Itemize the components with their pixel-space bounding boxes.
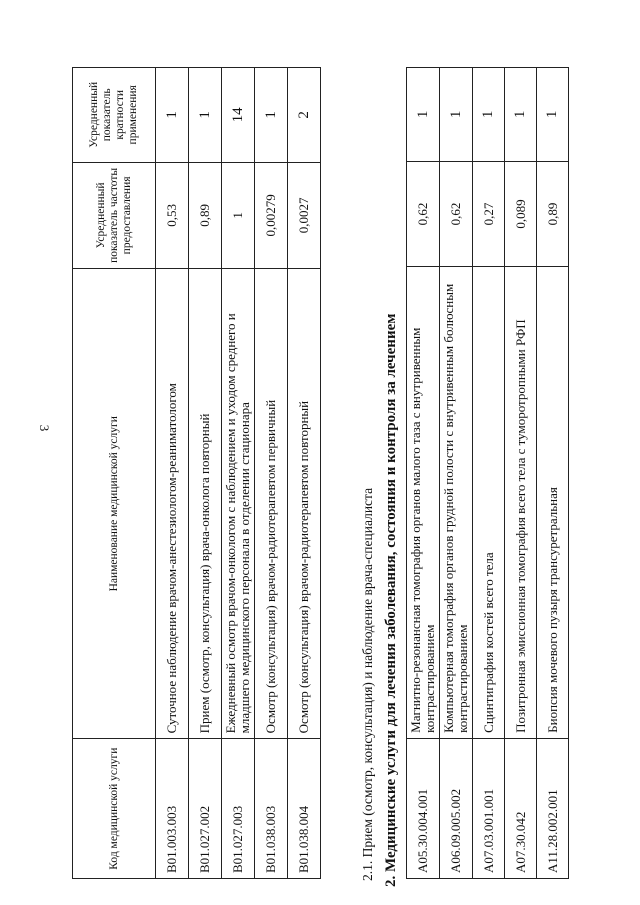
page-number: 3: [37, 424, 52, 432]
service-code: A06.09.005.002: [440, 738, 473, 878]
header-multiplicity: Усредненный показатель кратности применения: [73, 68, 156, 163]
multiplicity-value: 14: [222, 68, 255, 163]
table-row: [440, 68, 473, 879]
frequency-value: 0,53: [156, 162, 189, 269]
frequency-value: 0,0027: [288, 162, 321, 269]
service-code: B01.003.003: [156, 739, 189, 879]
table-row: [288, 68, 321, 879]
service-name: Позитронная эмиссионная томография всего тела с туморотропными РФП: [505, 267, 537, 738]
table-row: [255, 68, 288, 879]
service-code: B01.027.003: [222, 739, 255, 879]
service-code: A07.30.042: [505, 738, 537, 878]
frequency-value: 0,62: [407, 161, 440, 267]
table-row: [156, 68, 189, 879]
multiplicity-value: 1: [440, 68, 473, 162]
multiplicity-value: 1: [505, 68, 537, 162]
service-name: Суточное наблюдение врачом-анестезиологом-реаниматологом: [156, 269, 189, 739]
multiplicity-value: 1: [156, 68, 189, 163]
service-code: B01.027.002: [189, 739, 222, 879]
service-name: Магнитно-резонансная томография органов малого таза с внутривенным контрастированием: [407, 267, 440, 738]
frequency-value: 0,89: [537, 161, 569, 267]
table-row: [505, 68, 537, 879]
services-table-specialist-consultations: [72, 67, 321, 879]
service-name: Прием (осмотр, консультация) врача-онколога повторный: [189, 269, 222, 739]
header-name: Наименование медицинской услуги: [73, 269, 156, 739]
header-frequency: Усредненный показатель частоты предоставления: [73, 162, 156, 269]
table-row: [407, 68, 440, 879]
service-code: B01.038.004: [288, 739, 321, 879]
section-title: 2. Медицинские услуги для лечения заболевания, состояния и контроля за лечением: [383, 313, 399, 887]
multiplicity-value: 1: [189, 68, 222, 163]
subsection-title: 2.1. Прием (осмотр, консультация) и наблюдение врача-специалиста: [360, 487, 375, 881]
table-header-row: [73, 68, 156, 879]
multiplicity-value: 1: [255, 68, 288, 163]
service-code: A11.28.002.001: [537, 738, 569, 878]
service-name: Ежедневный осмотр врачом-онкологом с наблюдением и уходом среднего и младшего медицинского персонала в отделении стационара: [222, 269, 255, 739]
frequency-value: 0,62: [440, 161, 473, 267]
table-row: [473, 68, 505, 879]
multiplicity-value: 1: [473, 68, 505, 162]
header-code: Код медицинской услуги: [73, 739, 156, 879]
multiplicity-value: 2: [288, 68, 321, 163]
table-row: [222, 68, 255, 879]
frequency-value: 1: [222, 162, 255, 269]
service-name: Сцинтиграфия костей всего тела: [473, 267, 505, 738]
frequency-value: 0,00279: [255, 162, 288, 269]
multiplicity-value: 1: [407, 68, 440, 162]
frequency-value: 0,27: [473, 161, 505, 267]
service-name: Биопсия мочевого пузыря трансуретральная: [537, 267, 569, 738]
service-name: Компьютерная томография органов грудной полости с внутривенным болюсным контрастированием: [440, 267, 473, 738]
multiplicity-value: 1: [537, 68, 569, 162]
service-code: A07.03.001.001: [473, 738, 505, 878]
table-row: [189, 68, 222, 879]
service-name: Осмотр (консультация) врачом-радиотерапевтом первичный: [255, 269, 288, 739]
service-code: A05.30.004.001: [407, 738, 440, 878]
service-code: B01.038.003: [255, 739, 288, 879]
frequency-value: 0,89: [189, 162, 222, 269]
services-table-diagnostics: [406, 67, 569, 879]
table-row: [537, 68, 569, 879]
service-name: Осмотр (консультация) врачом-радиотерапевтом повторный: [288, 269, 321, 739]
frequency-value: 0,089: [505, 161, 537, 267]
